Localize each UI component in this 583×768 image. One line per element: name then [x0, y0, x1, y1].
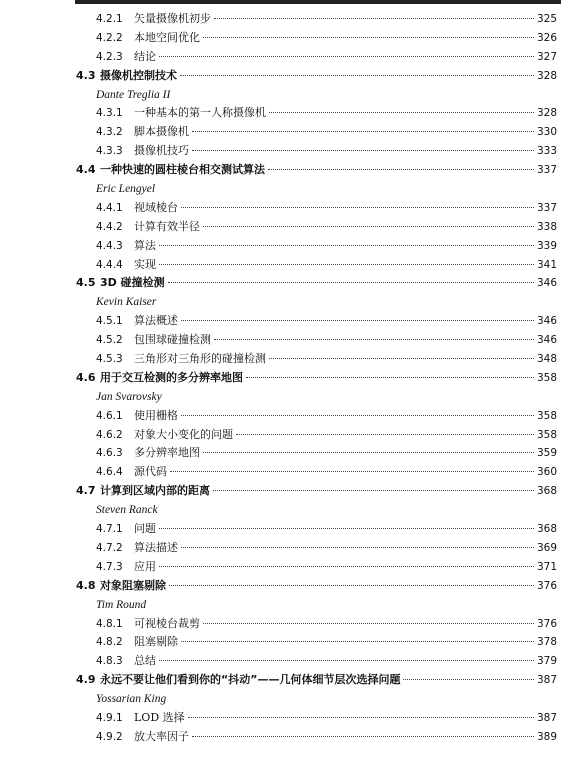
subsection-entry — [0, 407, 583, 426]
entry-title: 用于交互检测的多分辨率地图 — [100, 370, 243, 384]
leader-dots — [168, 282, 534, 283]
toc-entry[interactable] — [96, 615, 557, 634]
leader-dots — [203, 623, 534, 624]
entry-title: 放大率因子 — [134, 729, 189, 743]
entry-title: 计算有效半径 — [134, 219, 200, 233]
toc-entry[interactable] — [76, 482, 557, 501]
page-number: 346 — [536, 334, 557, 347]
page-number: 358 — [536, 371, 557, 384]
entry-title: 问题 — [134, 522, 156, 536]
entry-title: 源代码 — [134, 465, 167, 479]
entry-number: 4.3 — [76, 68, 96, 82]
toc-entry[interactable] — [96, 709, 557, 728]
toc-entry[interactable] — [96, 256, 557, 275]
toc-entry[interactable] — [76, 67, 557, 86]
subsection-entry — [0, 520, 583, 539]
subsection-entry — [0, 123, 583, 142]
leader-dots — [203, 37, 534, 38]
subsection-entry — [0, 218, 583, 237]
entry-title: 三角形对三角形的碰撞检测 — [134, 352, 266, 366]
author-name: Kevin Kaiser — [96, 296, 157, 309]
page-number: 378 — [536, 636, 557, 649]
top-rule — [75, 0, 561, 4]
page-number: 359 — [536, 447, 557, 460]
subsection-entry — [0, 539, 583, 558]
section-entry — [0, 274, 583, 293]
entry-number: 4.7.3 — [96, 560, 123, 573]
toc-entry[interactable] — [76, 369, 557, 388]
entry-number: 4.4.1 — [96, 201, 123, 214]
page-number: 346 — [536, 277, 557, 290]
section-entry — [0, 161, 583, 180]
page-number: 376 — [536, 617, 557, 630]
page-number: 376 — [536, 579, 557, 592]
author-line — [0, 86, 583, 105]
entry-title: 永远不要让他们看到你的“抖动”——几何体细节层次选择问题 — [100, 673, 401, 687]
entry-title: 算法描述 — [134, 540, 178, 554]
subsection-entry — [0, 29, 583, 48]
leader-dots — [192, 150, 534, 151]
entry-number: 4.7 — [76, 484, 96, 498]
subsection-entry — [0, 728, 583, 747]
toc-entry[interactable] — [96, 633, 557, 652]
entry-title: 使用栅格 — [134, 408, 178, 422]
subsection-entry — [0, 426, 583, 445]
page-number: 337 — [536, 201, 557, 214]
page-number: 387 — [536, 711, 557, 724]
entry-title: 结论 — [134, 49, 156, 63]
entry-number: 4.3.2 — [96, 126, 123, 139]
entry-title: 应用 — [134, 559, 156, 573]
subsection-entry — [0, 652, 583, 671]
page-number: 368 — [536, 523, 557, 536]
author-line — [0, 690, 583, 709]
leader-dots — [181, 547, 534, 548]
leader-dots — [159, 528, 534, 529]
entry-number: 4.6.4 — [96, 466, 123, 479]
leader-dots — [214, 339, 534, 340]
leader-dots — [269, 358, 534, 359]
leader-dots — [169, 585, 534, 586]
author-line — [0, 180, 583, 199]
section-entry — [0, 482, 583, 501]
leader-dots — [159, 245, 534, 246]
subsection-entry — [0, 256, 583, 275]
page-number: 327 — [536, 50, 557, 63]
entry-number: 4.8.1 — [96, 617, 123, 630]
leader-dots — [192, 736, 534, 737]
page-number: 379 — [536, 655, 557, 668]
entry-number: 4.5.1 — [96, 315, 123, 328]
page-number: 360 — [536, 466, 557, 479]
entry-number: 4.6.1 — [96, 409, 123, 422]
entry-number: 4.4.2 — [96, 220, 123, 233]
subsection-entry — [0, 350, 583, 369]
section-entry — [0, 67, 583, 86]
entry-number: 4.9.2 — [96, 730, 123, 743]
toc-entry[interactable] — [96, 312, 557, 331]
toc-entry[interactable] — [96, 29, 557, 48]
section-entry — [0, 369, 583, 388]
toc-entry[interactable] — [96, 426, 557, 445]
subsection-entry — [0, 237, 583, 256]
entry-number: 4.6 — [76, 370, 96, 384]
subsection-entry — [0, 104, 583, 123]
author-name: Dante Treglia II — [96, 88, 171, 101]
author-name: Steven Ranck — [96, 504, 158, 517]
toc-entry[interactable] — [96, 728, 557, 747]
leader-dots — [170, 471, 534, 472]
page-number: 389 — [536, 730, 557, 743]
entry-title: 一种快速的圆柱棱台相交测试算法 — [100, 163, 265, 177]
toc-entry[interactable] — [96, 463, 557, 482]
leader-dots — [159, 660, 534, 661]
author-line — [0, 293, 583, 312]
leader-dots — [268, 169, 534, 170]
entry-title: 总结 — [134, 654, 156, 668]
author-name: Jan Svarovsky — [96, 390, 162, 403]
toc-entry[interactable] — [76, 274, 557, 293]
toc-entry[interactable] — [96, 10, 557, 29]
entry-number: 4.8.3 — [96, 655, 123, 668]
leader-dots — [188, 717, 534, 718]
entry-title: 3D 碰撞检测 — [100, 276, 165, 290]
toc-entry[interactable] — [76, 577, 557, 596]
leader-dots — [246, 377, 534, 378]
leader-dots — [159, 264, 534, 265]
entry-number: 4.2.3 — [96, 50, 123, 63]
page-number: 348 — [536, 353, 557, 366]
toc-entry[interactable] — [96, 539, 557, 558]
toc-entry[interactable] — [96, 237, 557, 256]
page-number: 328 — [536, 107, 557, 120]
section-entry — [0, 577, 583, 596]
entry-number: 4.5 — [76, 276, 96, 290]
subsection-entry — [0, 615, 583, 634]
entry-number: 4.7.2 — [96, 541, 123, 554]
leader-dots — [159, 566, 534, 567]
toc-entry[interactable] — [76, 671, 557, 690]
entry-title: 包围球碰撞检测 — [134, 333, 211, 347]
page-number: 358 — [536, 428, 557, 441]
page-number: 330 — [536, 126, 557, 139]
page-number: 368 — [536, 485, 557, 498]
entry-title: 一种基本的第一人称摄像机 — [134, 106, 266, 120]
page-number: 326 — [536, 31, 557, 44]
toc-entry[interactable] — [96, 142, 557, 161]
author-line — [0, 501, 583, 520]
page-number: 341 — [536, 258, 557, 271]
leader-dots — [181, 415, 534, 416]
leader-dots — [203, 452, 534, 453]
page-number: 369 — [536, 541, 557, 554]
entry-number: 4.4.4 — [96, 258, 123, 271]
subsection-entry — [0, 331, 583, 350]
toc-entry[interactable] — [76, 161, 557, 180]
entry-number: 4.8.2 — [96, 636, 123, 649]
toc-entry[interactable] — [96, 104, 557, 123]
leader-dots — [269, 112, 534, 113]
subsection-entry — [0, 142, 583, 161]
section-entry — [0, 671, 583, 690]
entry-number: 4.9.1 — [96, 711, 123, 724]
entry-number: 4.7.1 — [96, 523, 123, 536]
toc-entry[interactable] — [96, 444, 557, 463]
toc-entry[interactable] — [96, 48, 557, 67]
subsection-entry — [0, 633, 583, 652]
entry-title: 视域棱台 — [134, 200, 178, 214]
entry-number: 4.2.2 — [96, 31, 123, 44]
page-number: 358 — [536, 409, 557, 422]
subsection-entry — [0, 312, 583, 331]
entry-number: 4.9 — [76, 673, 96, 687]
table-of-contents — [0, 10, 583, 747]
entry-number: 4.4.3 — [96, 239, 123, 252]
entry-title: 对象阻塞剔除 — [100, 578, 166, 592]
page-number: 339 — [536, 239, 557, 252]
toc-entry[interactable] — [96, 407, 557, 426]
leader-dots — [192, 131, 534, 132]
leader-dots — [203, 226, 534, 227]
subsection-entry — [0, 709, 583, 728]
author-name: Tim Round — [96, 598, 147, 611]
subsection-entry — [0, 48, 583, 67]
entry-title: 摄像机技巧 — [134, 144, 189, 158]
page-number: 328 — [536, 69, 557, 82]
toc-entry[interactable] — [96, 652, 557, 671]
toc-entry[interactable] — [96, 520, 557, 539]
entry-title: 算法概述 — [134, 314, 178, 328]
author-name: Eric Lengyel — [96, 183, 156, 196]
leader-dots — [181, 641, 534, 642]
entry-title: 本地空间优化 — [134, 30, 200, 44]
subsection-entry — [0, 558, 583, 577]
entry-number: 4.6.2 — [96, 428, 123, 441]
entry-title: 算法 — [134, 238, 156, 252]
entry-number: 4.8 — [76, 578, 96, 592]
entry-title: 实现 — [134, 257, 156, 271]
toc-entry[interactable] — [96, 331, 557, 350]
subsection-entry — [0, 463, 583, 482]
toc-entry[interactable] — [96, 199, 557, 218]
toc-entry[interactable] — [96, 218, 557, 237]
page-number: 325 — [536, 13, 557, 25]
leader-dots — [159, 56, 534, 57]
subsection-entry — [0, 10, 583, 29]
entry-number: 4.6.3 — [96, 447, 123, 460]
entry-number: 4.3.1 — [96, 107, 123, 120]
toc-entry[interactable] — [96, 350, 557, 369]
entry-number: 4.4 — [76, 163, 96, 177]
entry-number: 4.2.1 — [96, 13, 123, 25]
entry-title: 计算到区域内部的距离 — [100, 484, 210, 498]
entry-number: 4.5.2 — [96, 334, 123, 347]
author-line — [0, 388, 583, 407]
page-number: 371 — [536, 560, 557, 573]
page-number: 387 — [536, 674, 557, 687]
subsection-entry — [0, 199, 583, 218]
entry-title: 脚本摄像机 — [134, 125, 189, 139]
page-number: 333 — [536, 145, 557, 158]
page-number: 338 — [536, 220, 557, 233]
page-number: 346 — [536, 315, 557, 328]
author-name: Yossarian King — [96, 693, 167, 706]
entry-title: 对象大小变化的问题 — [134, 427, 233, 441]
entry-title: 可视棱台裁剪 — [134, 616, 200, 630]
leader-dots — [181, 320, 534, 321]
entry-number: 4.5.3 — [96, 353, 123, 366]
toc-entry[interactable] — [96, 123, 557, 142]
subsection-entry — [0, 444, 583, 463]
entry-title: LOD 选择 — [134, 710, 185, 724]
page-number: 337 — [536, 164, 557, 177]
entry-title: 矢量摄像机初步 — [134, 12, 211, 25]
leader-dots — [236, 434, 534, 435]
entry-title: 多分辨率地图 — [134, 446, 200, 460]
leader-dots — [214, 18, 534, 19]
entry-title: 摄像机控制技术 — [100, 68, 177, 82]
toc-entry[interactable] — [96, 558, 557, 577]
leader-dots — [403, 679, 533, 680]
entry-number: 4.3.3 — [96, 145, 123, 158]
author-line — [0, 596, 583, 615]
leader-dots — [181, 207, 534, 208]
leader-dots — [180, 75, 534, 76]
leader-dots — [213, 490, 534, 491]
entry-title: 阻塞剔除 — [134, 635, 178, 649]
